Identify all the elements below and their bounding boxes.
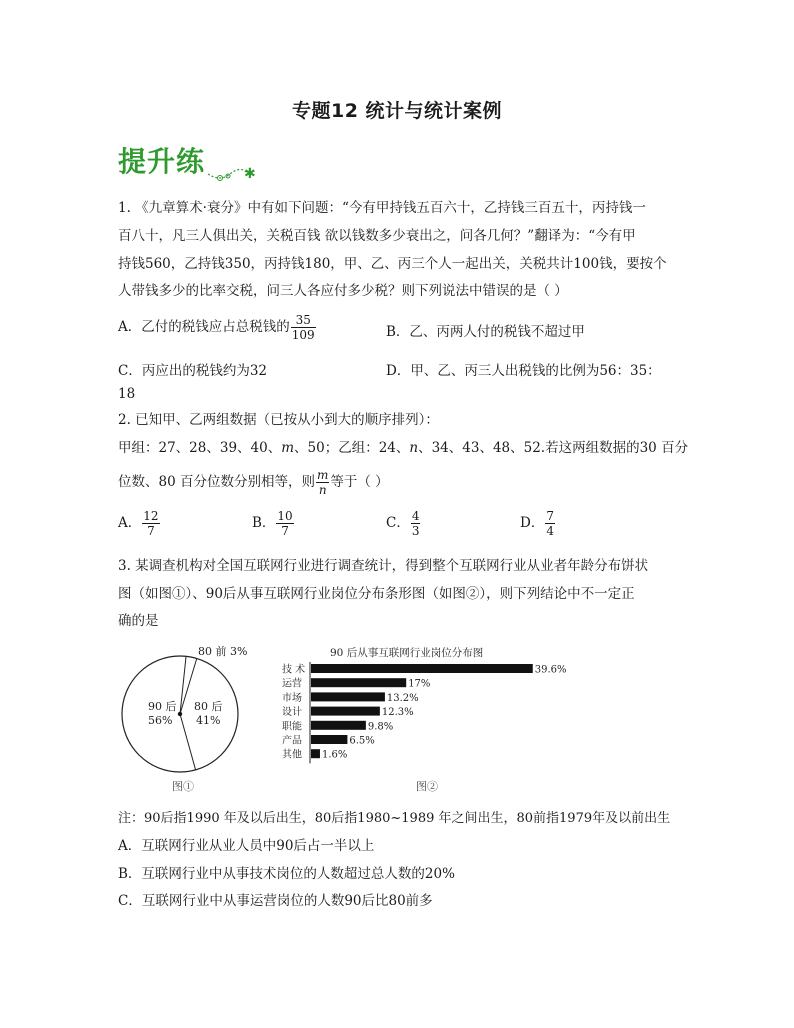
- q2-line-1: 2. 已知甲、乙两组数据（已按从小到大的顺序排列）：: [118, 412, 439, 428]
- q3-line-3: 确的是: [118, 613, 159, 629]
- fraction-denominator: 4: [546, 524, 554, 538]
- bar: [311, 678, 406, 687]
- q1-line-2: 百八十，凡三人俱出关，关税百钱 欲以钱数多少衰出之，问各几何？”翻译为：“今有甲: [118, 228, 636, 244]
- pie-caption: 图①: [172, 780, 194, 793]
- option-fraction: [545, 509, 555, 538]
- pie-label-80-before: 80 前 3%: [198, 645, 248, 658]
- fraction-denominator: 3: [411, 524, 420, 538]
- bar-category-label: 技 术: [282, 664, 306, 676]
- q2-line-3: [118, 468, 389, 497]
- option-fraction: [411, 509, 421, 538]
- q3-line-1: 3. 某调查机构对全国互联网行业进行调查统计，得到整个互联网行业从业者年龄分布饼状: [118, 558, 649, 574]
- q2-line-3-part-a: 位数、80 百分位数分别相等，则: [118, 474, 315, 490]
- q1-line-3: 持钱560，乙持钱350，丙持钱180，甲、乙、丙三个人一起出关，关税共计100钱，要按个: [118, 256, 667, 272]
- q2-option-d: [520, 509, 556, 538]
- q2-line-3-part-b: 等于（ ）: [330, 474, 389, 490]
- bar-caption: 图②: [416, 780, 438, 793]
- bar-value-label: 39.6%: [534, 664, 567, 676]
- figures: [110, 636, 590, 796]
- q3-option-a: A．互联网行业从业人员中90后占一半以上: [118, 838, 375, 854]
- pie-label-90: 90 后: [148, 700, 177, 713]
- pie-chart: [122, 644, 247, 793]
- option-label: D．: [520, 515, 545, 531]
- fraction-numerator: 12: [143, 509, 159, 523]
- q2-line-2-part-a: 甲组：27、28、39、40、: [118, 440, 282, 456]
- option-label: A．: [118, 515, 142, 531]
- option-label: C．: [386, 515, 410, 531]
- q1-option-b: B．乙、丙两人付的税钱不超过甲: [386, 324, 585, 340]
- bar-category-label: 运营: [282, 678, 302, 690]
- q1-line-4: 人带钱多少的比率交税，问三人各应付多少税？则下列说法中错误的是（ ）: [118, 283, 568, 299]
- fraction-numerator: 10: [277, 509, 293, 523]
- q1-option-d: D．甲、乙、丙三人出税钱的比例为56：35：: [386, 363, 661, 379]
- bar: [311, 692, 385, 701]
- pie-label-80: 80 后: [194, 700, 223, 713]
- option-label: B．: [252, 515, 276, 531]
- bar-category-label: 设计: [282, 707, 302, 719]
- bar-category-label: 其他: [282, 749, 302, 761]
- vine-decoration-icon: [206, 152, 256, 182]
- fraction-denominator: 7: [281, 524, 289, 538]
- q2-option-c: [386, 509, 421, 538]
- q1-option-a-fraction: [291, 313, 316, 342]
- fraction-numerator: 4: [411, 509, 420, 523]
- q1-option-a: [118, 313, 317, 342]
- bar-category-label: 市场: [282, 692, 302, 704]
- q3-option-b: B．互联网行业中从事技术岗位的人数超过总人数的20%: [118, 866, 455, 882]
- bar-value-label: 9.8%: [367, 721, 394, 733]
- fraction-numerator: 7: [546, 509, 554, 523]
- q2-line-2-part-b: 、50；乙组：24、: [294, 440, 410, 456]
- fraction-denominator: n: [318, 483, 327, 497]
- bar: [311, 735, 347, 744]
- q2-option-a: [118, 509, 161, 538]
- q1-option-d-continued: 18: [118, 386, 136, 402]
- bar: [311, 707, 380, 716]
- variable-m: m: [281, 440, 295, 456]
- pie-center: [178, 712, 182, 716]
- pie-value-90: 56%: [148, 714, 173, 727]
- bar: [311, 664, 533, 673]
- fraction-numerator: 35: [291, 313, 316, 328]
- bar-value-label: 6.5%: [349, 735, 375, 747]
- q3-line-2: 图（如图①）、90后从事互联网行业岗位分布条形图（如图②），则下列结论中不一定正: [118, 586, 635, 602]
- q1-line-1: 1. 《九章算术·衰分》中有如下问题：“今有甲持钱五百六十，乙持钱三百五十，丙持钱一: [118, 200, 646, 216]
- bar-category-label: 职能: [282, 721, 302, 733]
- banner-label: 提升练: [118, 145, 206, 178]
- q2-fraction-m-over-n: [316, 468, 329, 497]
- bar: [311, 721, 366, 730]
- option-fraction: [276, 509, 293, 538]
- q2-option-b: [252, 509, 295, 538]
- q1-option-a-text: A．乙付的税钱应占总税钱的: [118, 319, 290, 335]
- bar-value-label: 1.6%: [321, 749, 348, 761]
- variable-n: n: [409, 440, 419, 456]
- pie-value-80: 41%: [196, 714, 221, 727]
- svg-text:✱: ✱: [244, 166, 256, 182]
- bar-category-label: 产品: [282, 735, 302, 747]
- pie-slice-boundary: [180, 714, 196, 770]
- fraction-numerator: m: [316, 468, 329, 482]
- banner: [118, 140, 256, 182]
- bar-value-label: 12.3%: [381, 707, 414, 719]
- bar: [311, 749, 320, 758]
- q3-option-c: C．互联网行业中从事运营岗位的人数90后比80前多: [118, 893, 433, 909]
- q1-option-c: C．丙应出的税钱约为32: [118, 363, 268, 379]
- fraction-denominator: 7: [147, 524, 155, 538]
- q2-line-2-part-c: 、34、43、48、52.若这两组数据的30 百分: [418, 440, 689, 456]
- page-title: 专题12 统计与统计案例: [291, 100, 503, 122]
- bar-chart: [282, 646, 567, 793]
- bar-chart-title: 90 后从事互联网行业岗位分布图: [330, 647, 484, 659]
- fraction-denominator: 109: [291, 328, 315, 342]
- q2-line-2: [118, 438, 688, 458]
- bar-value-label: 17%: [408, 678, 431, 690]
- q3-note: 注：90后指1990 年及以后出生，80后指1980~1989 年之间出生，80前指1979年及以前出生: [118, 811, 671, 826]
- bar-value-label: 13.2%: [386, 692, 419, 704]
- option-fraction: [142, 509, 159, 538]
